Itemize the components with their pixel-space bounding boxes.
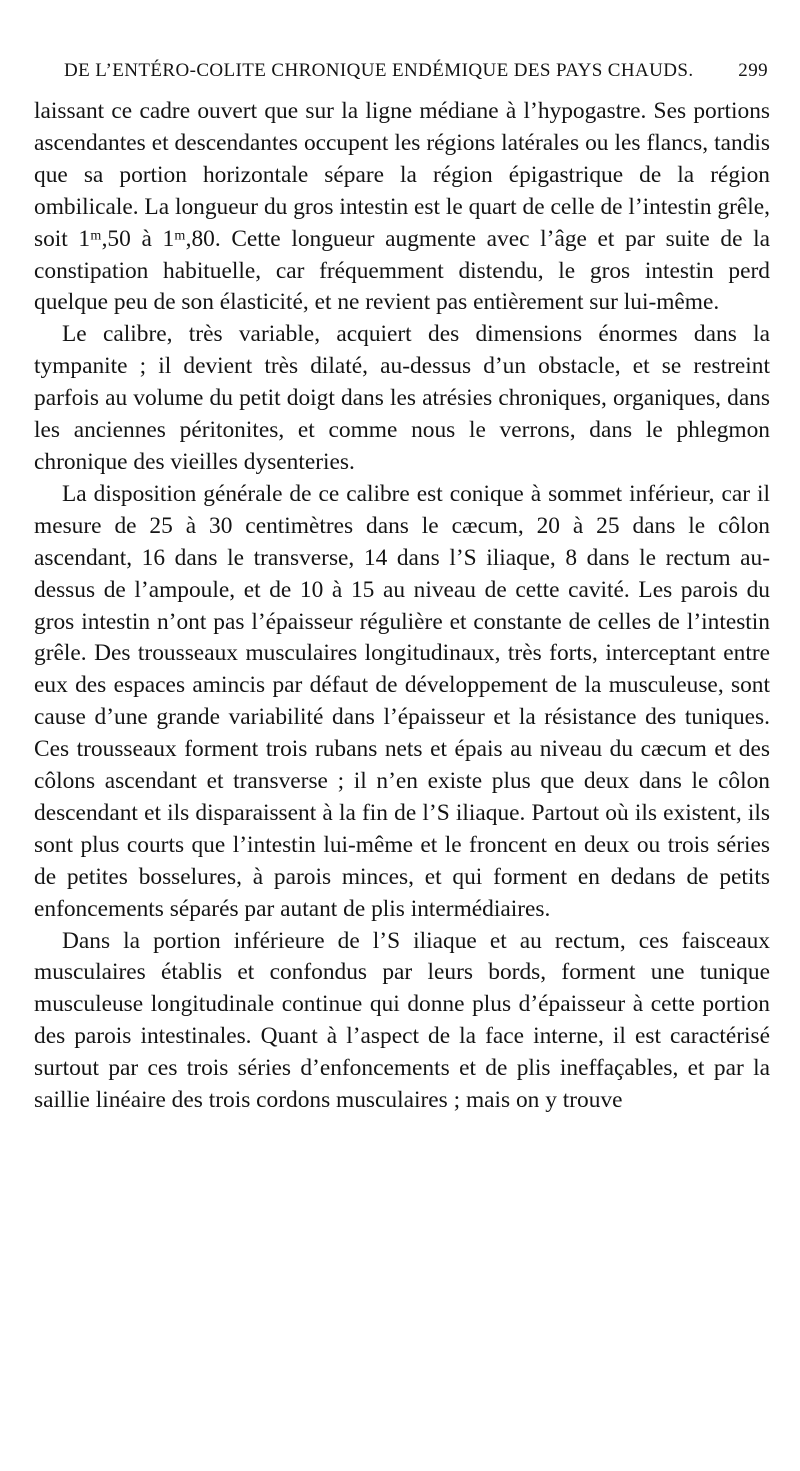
paragraph-3: La disposition générale de ce calibre est conique à sommet inférieur, car il mesure de 25 à 30 centimètres dans le cæcum, 20 à 25 dans le côlon ascendant, 16 dans le transverse, 14 dans l’S iliaque, 8 dans le rectum au-dessus de l’ampoule, et de 10 à 15 au niveau de cette cavité. Les parois du gros intestin n’ont pas l’épaisseur régulière et constante de celles de l’intestin grêle. Des trousseaux musculaires longitudinaux, très forts, interceptant entre eux des espaces amincis par défaut de développement de la musculeuse, sont cause d’une grande variabilité dans l’épaisseur et la résistance des tuniques. Ces trousseaux forment trois rubans nets et épais au niveau du cæcum et des côlons ascendant et transverse ; il n’en existe plus que deux dans le côlon descendant et ils disparaissent à la fin de l’S iliaque. Partout où ils existent, ils sont plus courts que l’intestin lui-même et le froncent en deux ou trois séries de petites bosselures, à parois minces, et qui forment en dedans de petits enfoncements séparés par autant de plis intermédiaires.: [34, 480, 770, 922]
running-title: DE L’ENTÉRO-COLITE CHRONIQUE ENDÉMIQUE DES PAYS CHAUDS.: [64, 60, 694, 81]
book-page: [34, 60, 770, 1117]
paragraph-1: laissant ce cadre ouvert que sur la ligne médiane à l’hypogastre. Ses portions ascendantes et descendantes occupent les régions latérales ou les flancs, tandis que sa portion horizontale sépare la région épigastrique de la région ombilicale. La longueur du gros intestin est le quart de celle de l’intestin grêle, soit 1ᵐ,50 à 1ᵐ,80. Cette longueur augmente avec l’âge et par suite de la constipation habituelle, car fréquemment distendu, le gros intestin perd quelque peu de son élasticité, et ne revient pas entièrement sur lui-même.: [34, 98, 770, 316]
paragraph-2: Le calibre, très variable, acquiert des dimensions énormes dans la tympanite ; il devient très dilaté, au-dessus d’un obstacle, et se restreint parfois au volume du petit doigt dans les atrésies chroniques, organiques, dans les anciennes péritonites, et comme nous le verrons, dans le phlegmon chronique des vieilles dysenteries.: [34, 321, 770, 475]
page-header: [34, 60, 770, 86]
body-text: [34, 96, 770, 1117]
page-number: 299: [738, 60, 768, 81]
paragraph-4: Dans la portion inférieure de l’S iliaque et au rectum, ces faisceaux musculaires établis et confondus par leurs bords, forment une tunique musculeuse longitudinale continue qui donne plus d’épaisseur à cette portion des parois intestinales. Quant à l’aspect de la face interne, il est caractérisé surtout par ces trois séries d’enfoncements et de plis ineffaçables, et par la saillie linéaire des trois cordons musculaires ; mais on y trouve: [34, 927, 770, 1114]
